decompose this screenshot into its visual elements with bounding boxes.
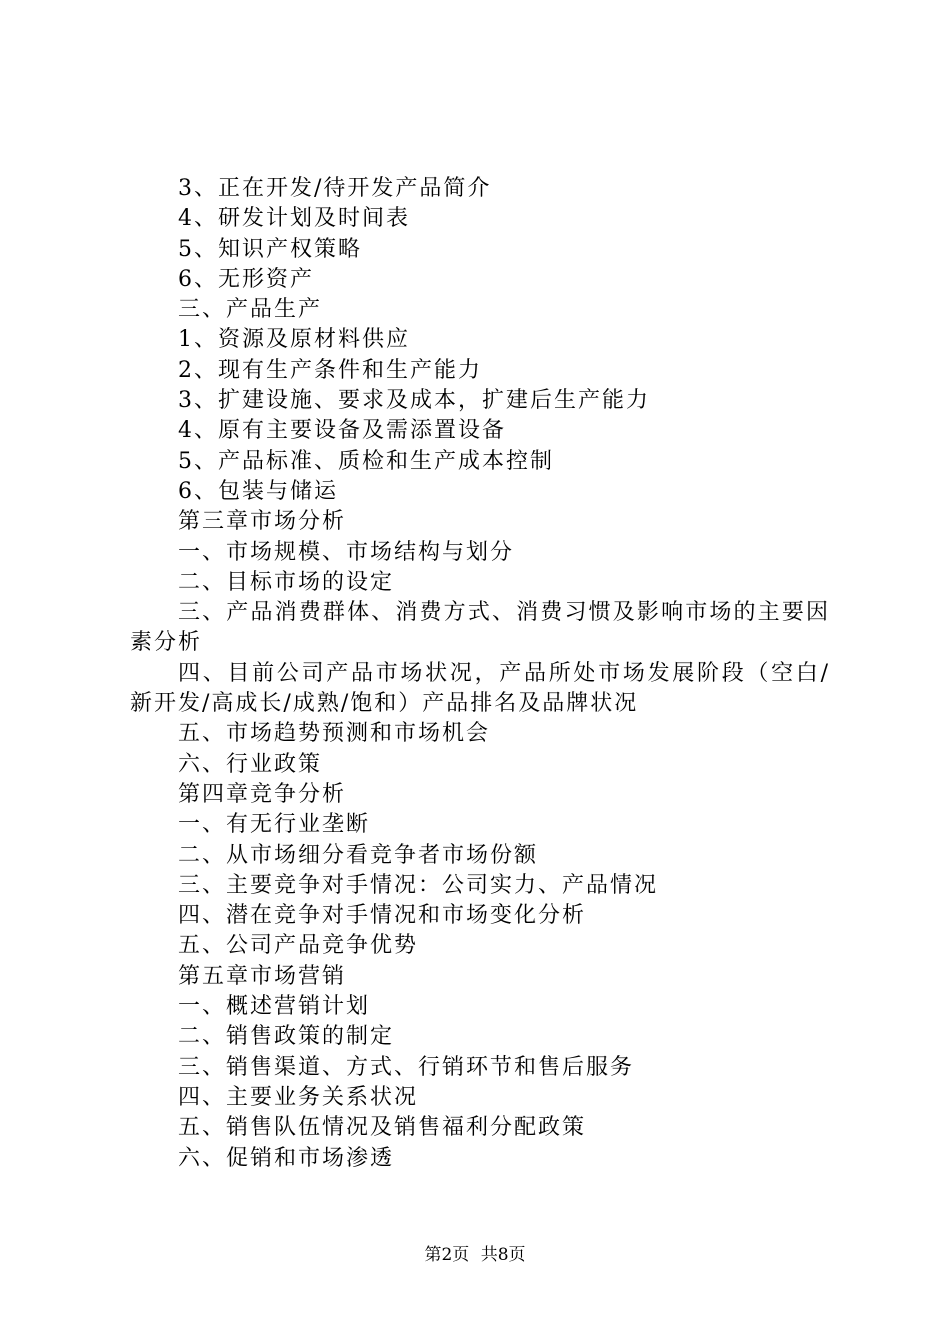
text-line: 五、销售队伍情况及销售福利分配政策 xyxy=(178,1115,587,1141)
text-line: 一、市场规模、市场结构与划分 xyxy=(178,539,515,565)
text-paragraph: 四、目前公司产品市场状况，产品所处市场发展阶段（空白/新开发/高成长/成熟/饱和）产品排名及品牌状况 xyxy=(130,660,830,717)
text-line: 3、正在开发/待开发产品简介 xyxy=(178,176,492,201)
text-line: 三、销售渠道、方式、行销环节和售后服务 xyxy=(178,1054,635,1080)
text-line: 3、扩建设施、要求及成本，扩建后生产能力 xyxy=(178,388,650,414)
text-line: 一、有无行业垄断 xyxy=(178,812,371,838)
text-line: 2、现有生产条件和生产能力 xyxy=(178,357,482,383)
text-line: 四、主要业务关系状况 xyxy=(178,1084,419,1110)
chapter-heading: 第四章竞争分析 xyxy=(178,781,347,807)
chapter-heading: 第三章市场分析 xyxy=(178,509,347,535)
page-total: 共8页 xyxy=(480,1245,526,1265)
text-line: 六、行业政策 xyxy=(178,751,323,777)
text-line: 1、资源及原材料供应 xyxy=(178,327,410,353)
text-line: 5、知识产权策略 xyxy=(178,236,362,262)
text-line: 三、主要竞争对手情况：公司实力、产品情况 xyxy=(178,872,659,898)
text-line: 6、包装与储运 xyxy=(178,478,338,504)
text-line: 五、市场趋势预测和市场机会 xyxy=(178,721,491,747)
text-paragraph: 三、产品消费群体、消费方式、消费习惯及影响市场的主要因素分析 xyxy=(130,600,830,656)
page-footer xyxy=(0,1243,950,1267)
text-line: 一、概述营销计划 xyxy=(178,994,371,1020)
text-line: 4、原有主要设备及需添置设备 xyxy=(178,418,506,444)
text-line: 二、目标市场的设定 xyxy=(178,569,395,595)
text-line: 二、从市场细分看竞争者市场份额 xyxy=(178,842,539,868)
text-line: 6、无形资产 xyxy=(178,266,314,292)
text-line: 5、产品标准、质检和生产成本控制 xyxy=(178,448,554,474)
text-line: 五、公司产品竞争优势 xyxy=(178,933,419,959)
text-line: 六、促销和市场渗透 xyxy=(178,1145,395,1171)
section-heading: 三、产品生产 xyxy=(178,297,323,323)
page-number: 第2页 xyxy=(424,1245,470,1265)
text-line: 二、销售政策的制定 xyxy=(178,1024,395,1050)
text-line: 四、潜在竞争对手情况和市场变化分析 xyxy=(178,903,587,929)
document-body xyxy=(130,174,830,1174)
chapter-heading: 第五章市场营销 xyxy=(178,963,347,989)
text-line: 4、研发计划及时间表 xyxy=(178,206,410,232)
